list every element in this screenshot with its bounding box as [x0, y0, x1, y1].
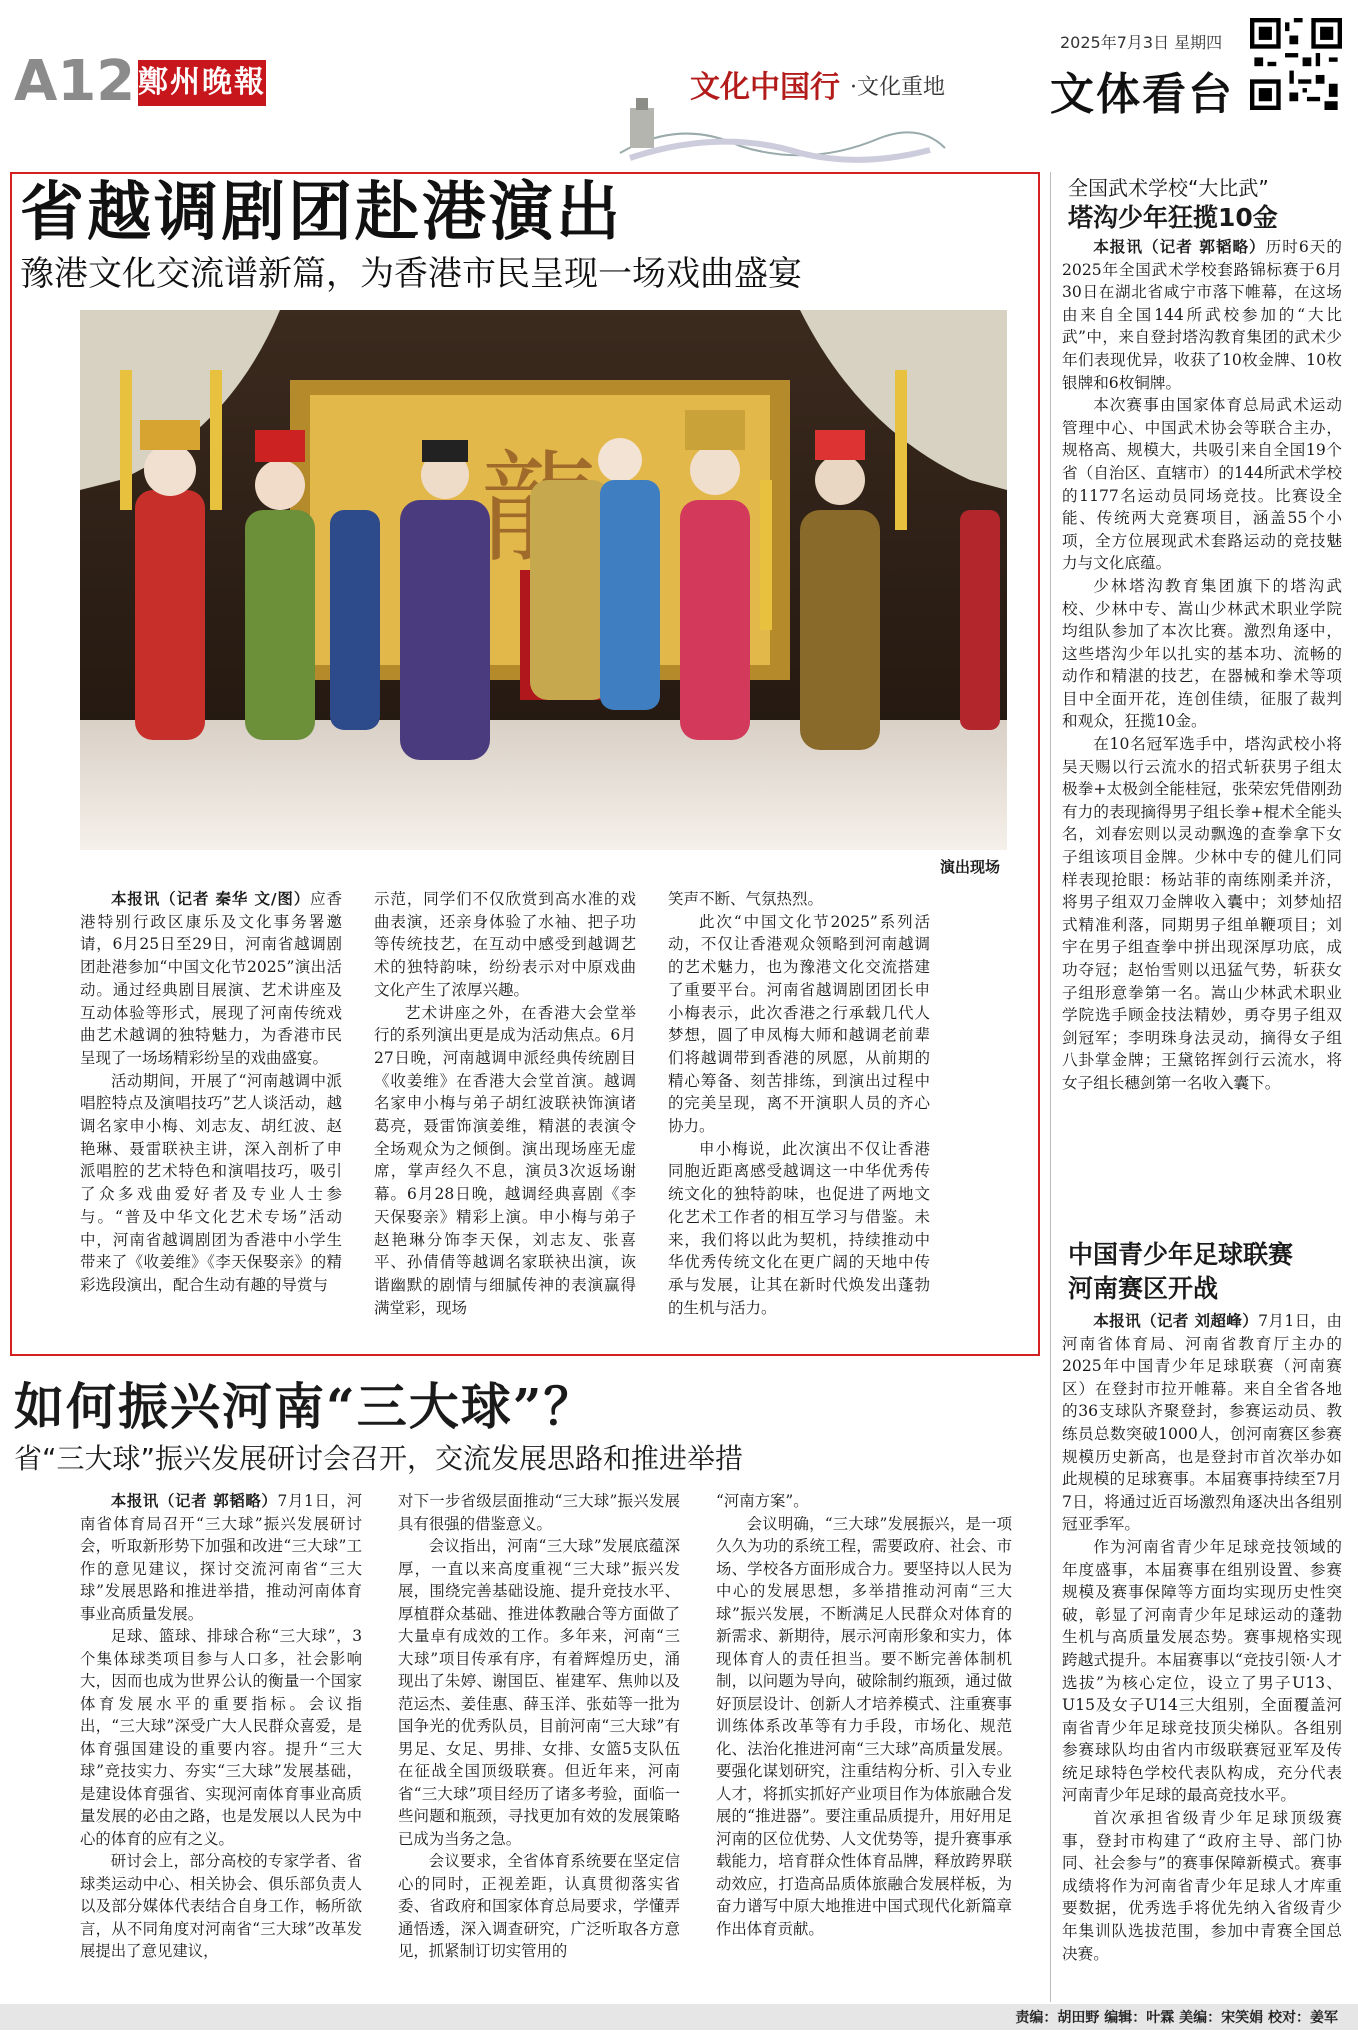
lead-paragraph: 活动期间，开展了“河南越调中派唱腔特点及演唱技巧”艺人谈活动，越调名家申小梅、刘志友、胡红波、赵艳琳、聂雷联袂主讲，深入剖析了申派唱腔的艺术特色和演唱技巧，吸引了众多戏曲爱好者及专业人士参与。“普及中华文化艺术专场”活动中，河南省越调剧团为香港中小学生带来了《收姜维》《李天保娶亲》的精彩选段演出，配合生动有趣的导赏与	[80, 1071, 342, 1294]
sidebar-byline: 本报讯（记者 郭韬略）	[1093, 238, 1266, 256]
lead-paragraph: 申小梅说，此次演出不仅让香港同胞近距离感受越调这一中华优秀传统文化的独特韵味，也促进了两地文化艺术工作者的相互学习与借鉴。未来，我们将以此为契机，持续推动中华优秀传统文化在更广阔的天地中传承与发展，让其在新时代焕发出蓬勃的生机与活力。	[668, 1139, 930, 1317]
sidebar-byline: 本报讯（记者 刘超峰）	[1093, 1312, 1259, 1330]
editor-credits: 责编：胡田野 编辑：叶霖 美编：宋笑娟 校对：姜军	[1015, 2010, 1338, 2026]
sidebar-paragraph: 7月1日，由河南省体育局、河南省教育厅主办的2025年中国青少年足球联赛（河南赛区）在登封市拉开帷幕。来自全省各地的36支球队齐聚登封，参赛运动员、教练员总数突破1000人，创河南赛区参赛规模历史新高，也是登封市首次举办如此规模的足球赛事。本届赛事持续至7月7日，将通过近百场激烈角逐决出各组别冠亚季军。	[1062, 1312, 1343, 1534]
sidebar-article-wushu	[1062, 236, 1342, 1095]
lead-byline: 本报讯（记者 秦华 文/图）	[111, 890, 311, 908]
second-column-3	[716, 1490, 1012, 1940]
sidebar-paragraph: 作为河南省青少年足球竞技领域的年度盛事，本届赛事在组别设置、参赛规模及赛事保障等方面均实现历史性突破，彰显了河南青少年足球运动的蓬勃生机与高质量发展态势。赛事规格实现跨越式提升。本届赛事以“竞技引领·人才选拔”为核心定位，设立了男子U13、U15及女子U14三大组别，全面覆盖河南省青少年足球竞技顶尖梯队。各组别参赛球队均由省内市级联赛冠亚军及传统足球特色学校代表队构成，充分代表河南青少年足球的最高竞技水平。	[1062, 1537, 1342, 1805]
qr-code-icon	[1250, 18, 1342, 110]
second-paragraph: 足球、篮球、排球合称“三大球”，3个集体球类项目参与人口多，社会影响大，因而也成为世界公认的衡量一个国家体育发展水平的重要指标。会议指出，“三大球”深受广大人民群众喜爱，是体育强国建设的重要内容。提升“三大球”竞技实力、夯实“三大球”发展基础，是建设体育强省、实现河南体育事业高质量发展的必由之路，也是发展以人民为中心的体育的应有之义。	[80, 1627, 362, 1848]
lead-paragraph: 此次“中国文化节2025”系列活动，不仅让香港观众领略到河南越调的艺术魅力，也为豫港文化交流搭建了重要平台。河南省越调剧团团长申小梅表示，此次香港之行承载几代人梦想，圆了申凤梅大师和越调老前辈们将越调带到香港的夙愿，从前期的精心筹备、刻苦排练，到演出过程中的完美呈现，离不开演职人员的齐心协力。	[668, 912, 930, 1136]
second-paragraph: 研讨会上，部分高校的专家学者、省球类运动中心、相关协会、俱乐部负责人以及部分媒体代表结合自身工作，畅所欲言，从不同角度对河南省“三大球”改革发展提出了意见建议，	[80, 1852, 362, 1960]
sidebar-headline-wushu: 塔沟少年狂揽10金	[1068, 203, 1278, 232]
lead-column-2	[374, 888, 636, 1319]
section-title: 文体看台	[1050, 69, 1234, 120]
lead-paragraph: 艺术讲座之外，在香港大会堂举行的系列演出更是成为活动焦点。6月27日晚，河南越调申派经典传统剧目《收姜维》在香港大会堂首演。越调名家申小梅与弟子胡红波联袂饰演诸葛亮，聂雷饰演姜维，精湛的表演令全场观众为之倾倒。演出现场座无虚席，掌声经久不息，演员3次返场谢幕。6月28日晚，越调经典喜剧《李天保娶亲》精彩上演。申小梅与弟子赵艳琳分饰李天保，刘志友、张喜平、孙倩倩等越调名家联袂出演，诙谐幽默的剧情与细腻传神的表演赢得满堂彩，现场	[374, 1003, 636, 1317]
lead-paragraph: 笑声不断、气氛热烈。	[668, 890, 824, 908]
second-paragraph: 会议要求，全省体育系统要在坚定信心的同时，正视差距，认真贯彻落实省委、省政府和国家体育总局要求，学懂弄通悟透，深入调查研究，广泛听取各方意见，抓紧制订切实管用的	[398, 1852, 680, 1960]
performance-photo	[80, 310, 1007, 850]
lead-paragraph: 示范，同学们不仅欣赏到高水准的戏曲表演，还亲身体验了水袖、把子功等传统技艺，在互动中感受到越调艺术的独特韵味，纷纷表示对中原戏曲文化产生了浓厚兴趣。	[374, 890, 636, 999]
second-subheadline: 省“三大球”振兴发展研讨会召开，交流发展思路和推进举措	[14, 1442, 744, 1475]
second-paragraph: “河南方案”。	[716, 1492, 809, 1510]
second-paragraph: 会议指出，河南“三大球”发展底蕴深厚，一直以来高度重视“三大球”振兴发展，围绕完善基础设施、提升竞技水平、厚植群众基础、推进体教融合等方面做了大量卓有成效的工作。多年来，河南“三大球”项目传承有序，有着辉煌历史，涌现出了朱婷、谢国臣、崔建军、焦帅以及范运杰、姜佳惠、薛玉洋、张茹等一批为国争光的优秀队员，目前河南“三大球”有男足、女足、男排、女排、女篮5支队伍在征战全国顶级联赛。但近年来，河南省“三大球”项目经历了诸多考验，面临一些问题和瓶颈，寻找更加有效的发展策略已成为当务之急。	[398, 1537, 680, 1848]
sidebar-paragraph: 本次赛事由国家体育总局武术运动管理中心、中国武术协会等联合主办，规格高、规模大，共吸引来自全国19个省（自治区、直辖市）的144所武术学校的1177名运动员同场竞技。比赛设全能、传统两大竞赛项目，涵盖55个小项，全方位展现武术套路运动的竞技魅力与文化底蕴。	[1062, 396, 1342, 573]
column-divider	[1050, 172, 1051, 2002]
second-column-2	[398, 1490, 680, 1963]
second-paragraph: 对下一步省级层面推动“三大球”振兴发展具有很强的借鉴意义。	[398, 1492, 680, 1533]
photo-caption: 演出现场	[940, 858, 1001, 876]
banner-subtitle: ·文化重地	[850, 75, 945, 100]
sidebar-paragraph: 首次承担省级青少年足球顶级赛事，登封市构建了“政府主导、部门协同、社会参与”的赛事保障新模式。赛事成绩将作为河南省青少年足球人才库重要数据，优秀选手将优先纳入省级青少年集训队选拔范围，参加中青赛全国总决赛。	[1062, 1809, 1342, 1963]
second-headline: 如何振兴河南“三大球”？	[14, 1377, 596, 1436]
banner-title: 文化中国行	[690, 70, 840, 105]
second-byline: 本报讯（记者 郭韬略）	[110, 1492, 278, 1510]
lead-column-1	[80, 888, 342, 1297]
lead-headline: 省越调剧团赴港演出	[20, 175, 623, 250]
second-paragraph: 会议明确，“三大球”发展振兴，是一项久久为功的系统工程，需要政府、社会、市场、学校各方面形成合力。要坚持以人民为中心的发展思想，多举措推动河南“三大球”振兴发展，不断满足人民群众对体育的新需求、新期待，展示河南形象和实力，体现体育人的责任担当。要不断完善体制机制，以问题为导向，破除制约瓶颈，通过做好顶层设计、创新人才培养模式、注重赛事训练体系改革等有力手段，市场化、规范化、法治化推进河南“三大球”高质量发展。要强化谋划研究，注重结构分析、引入专业人才，将抓实抓好产业项目作为体旅融合发展的“推进器”。要注重品质提升，用好用足河南的区位优势、人文优势等，提升赛事承载能力，培育群众性体育品牌，释放跨界联动效应，打造高品质体旅融合发展样板，为奋力谱写中原大地推进中国式现代化新篇章作出体育贡献。	[716, 1514, 1012, 1938]
second-column-1	[80, 1490, 362, 1963]
second-paragraph: 7月1日，河南省体育局召开“三大球”振兴发展研讨会，听取新形势下加强和改进“三大球”工作的意见建议，探讨交流河南省“三大球”发展思路和推进举措，推动河南体育事业高质量发展。	[80, 1492, 363, 1623]
newspaper-logo: 鄭州晚報	[138, 60, 266, 106]
sidebar-kicker: 全国武术学校“大比武”	[1068, 176, 1269, 200]
issue-date: 2025年7月3日 星期四	[1060, 33, 1223, 52]
sidebar-paragraph: 少林塔沟教育集团旗下的塔沟武校、少林中专、嵩山少林武术职业学院均组队参加了本次比赛。激烈角逐中，这些塔沟少年以扎实的基本功、流畅的动作和精湛的技艺，在器械和拳术等项目中全面开花，连创佳绩，征服了裁判和观众，狂揽10金。	[1062, 576, 1342, 731]
lead-column-3	[668, 888, 930, 1319]
lead-subheadline: 豫港文化交流谱新篇，为香港市民呈现一场戏曲盛宴	[20, 254, 802, 294]
sidebar-article-football	[1062, 1310, 1342, 1965]
sidebar-headline-football: 中国青少年足球联赛 河南赛区开战	[1068, 1240, 1294, 1303]
sidebar-paragraph: 在10名冠军选手中，塔沟武校小将吴天赐以行云流水的招式斩获男子组太极拳+太极剑全能桂冠，张荣宏凭借刚劲有力的表现摘得男子组长拳+棍术全能头名，刘春宏则以灵动飘逸的查拳拿下女子组该项目金牌。少林中专的健儿们同样表现抢眼：杨站菲的南练刚柔并济，将男子组双刀金牌收入囊中；刘梦灿招式精准利落，同期男子组单鞭项目；刘宇在男子组查拳中拼出现深厚功底，成功夺冠；赵怡雪则以迅猛气势，斩获女子组形意拳第一名。嵩山少林武术职业学院选手顾金技法精妙，勇夺男子组双剑冠军；李明珠身法灵动，摘得女子组八卦掌金牌；王黛铭挥剑行云流水，将女子组长穗剑第一名收入囊下。	[1062, 735, 1342, 1092]
lead-paragraph: 应香港特别行政区康乐及文化事务署邀请，6月25日至29日，河南省越调剧团赴港参加“中国文化节2025”演出活动。通过经典剧目展演、艺术讲座及互动体验等形式，展现了河南传统戏曲艺术越调的独特魅力，为香港市民呈现了一场场精彩纷呈的戏曲盛宴。	[80, 890, 342, 1067]
page-number: A12	[14, 49, 136, 114]
sidebar-paragraph: 历时6天的2025年全国武术学校套路锦标赛于6月30日在湖北省咸宁市落下帷幕，在这场由来自全国144所武校参加的“大比武”中，来自登封塔沟教育集团的武术少年们表现优异，收获了10枚金牌、10枚银牌和6枚铜牌。	[1062, 238, 1343, 392]
